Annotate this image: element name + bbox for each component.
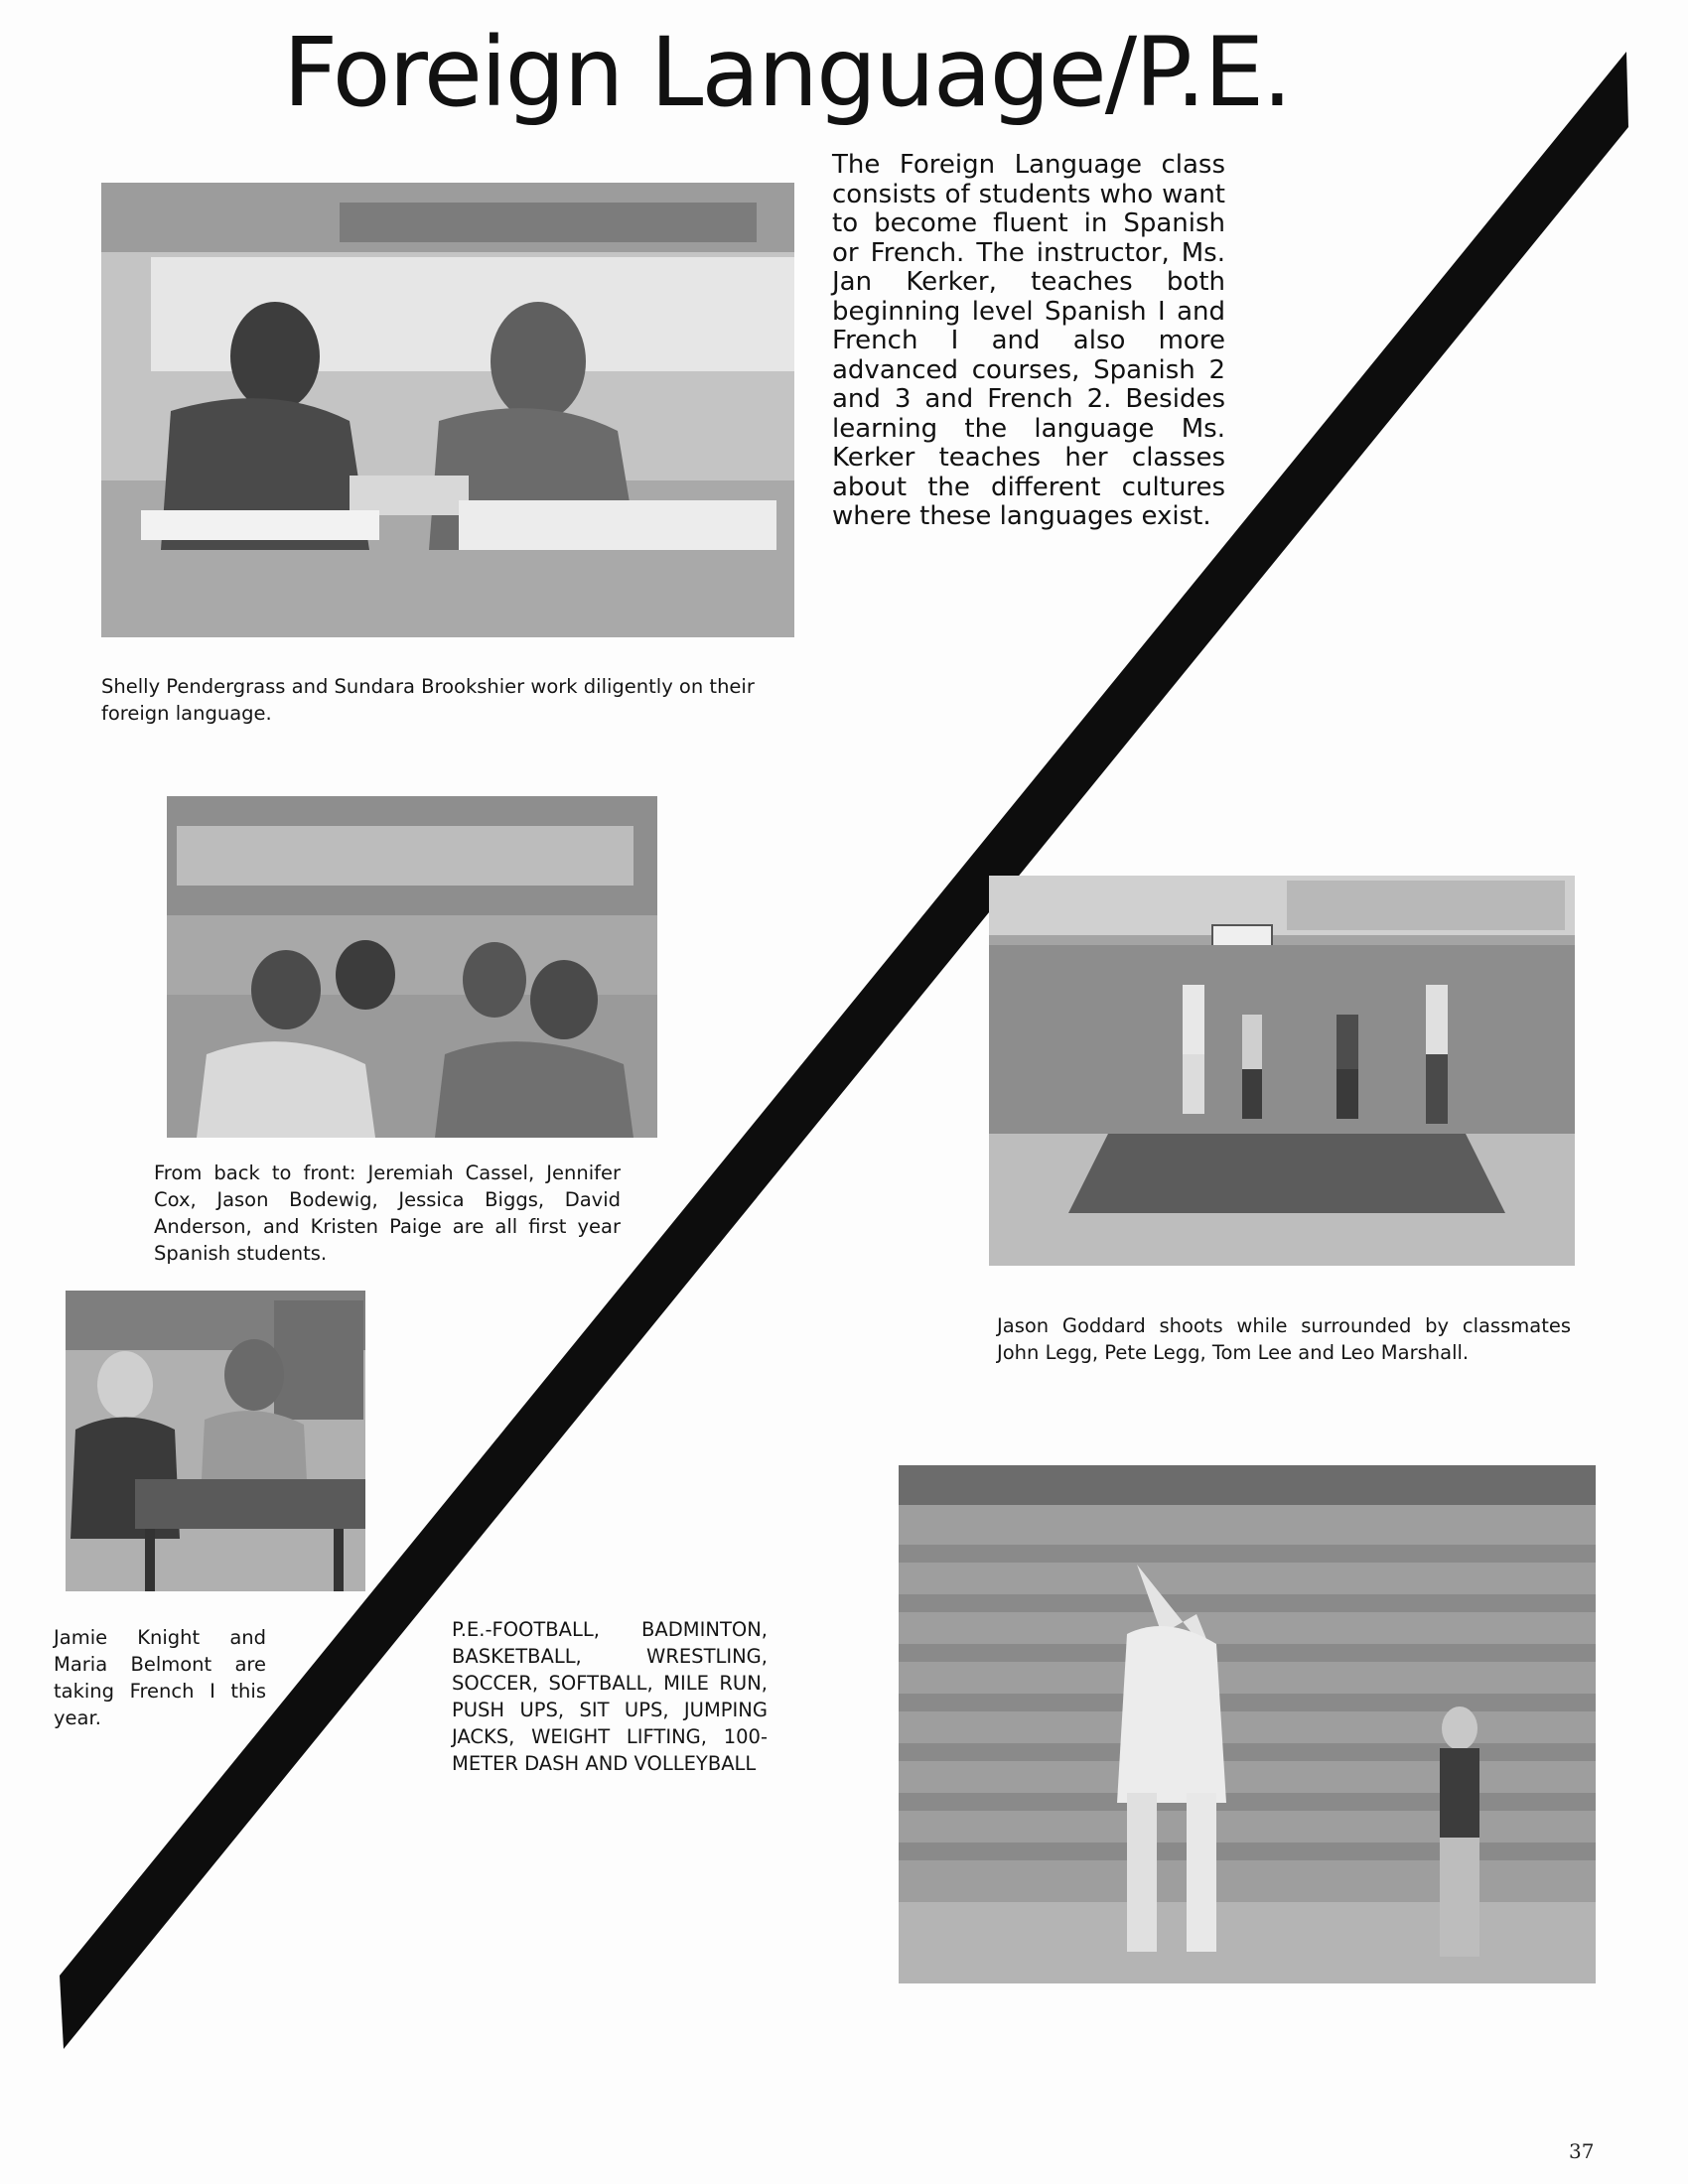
photo-basketball-gym (989, 876, 1575, 1266)
caption-photo4: Jason Goddard shoots while surrounded by classmates John Legg, Pete Legg, Tom Lee and Leo Marshall. (997, 1314, 1571, 1364)
photo-spanish-students (167, 796, 657, 1138)
intro-paragraph: The Foreign Language class consists of students who want to become fluent in Spanish or French. The instructor, Ms. Jan Kerker, teaches both beginning level Spanish I and French I and also more advanced courses, Spanish 2 and 3 and French 2. Besides learning the language Ms. Kerker teaches her classes about the different cultures where these languages exist. (832, 150, 1225, 531)
caption-photo1: Shelly Pendergrass and Sundara Brookshier work diligently on their foreign language. (101, 675, 755, 725)
photo-gym-shooting (899, 1465, 1596, 1983)
photo-french-students (66, 1291, 365, 1591)
caption-photo2: From back to front: Jeremiah Cassel, Jennifer Cox, Jason Bodewig, Jessica Biggs, David Anderson, and Kristen Paige are all first year Spanish students. (154, 1161, 621, 1265)
caption-photo3: Jamie Knight and Maria Belmont are taking French I this year. (54, 1626, 266, 1729)
page-number: 37 (1569, 2139, 1595, 2163)
pe-activities-list: P.E.-FOOTBALL, BADMINTON, BASKETBALL, WRESTLING, SOCCER, SOFTBALL, MILE RUN, PUSH UPS, SIT UPS, JUMPING JACKS, WEIGHT LIFTING, 100-METER DASH AND VOLLEYBALL (452, 1618, 768, 1775)
photo-foreign-language-class (101, 183, 794, 637)
page-title: Foreign Language/P.E. (283, 17, 1291, 128)
